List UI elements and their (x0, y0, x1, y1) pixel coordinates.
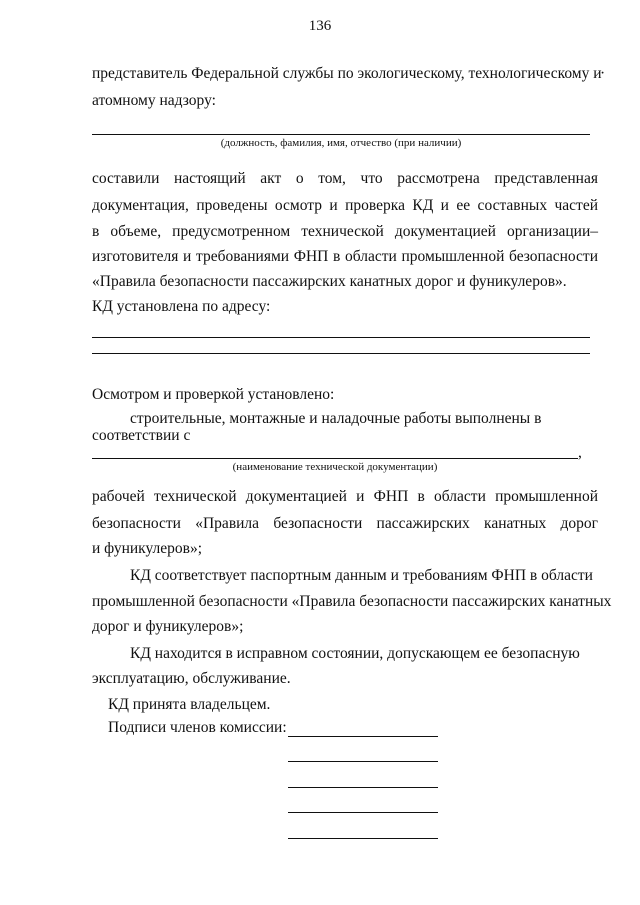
address-label: КД установлена по адресу: (92, 298, 271, 315)
passport-line-2: промышленной безопасности «Правила безопасности пассажирских канатных (92, 593, 612, 610)
address-blank-line-2 (92, 353, 590, 354)
inspection-heading: Осмотром и проверкой установлено: (92, 386, 335, 403)
signatures-label: Подписи членов комиссии: (108, 719, 287, 736)
passport-line-3: дорог и фуникулеров»; (92, 618, 244, 635)
tech-doc-comma: , (578, 444, 582, 461)
tech-doc-caption: (наименование технической документации) (232, 461, 438, 473)
address-blank-line-1 (92, 337, 590, 338)
act-line-5: «Правила безопасности пассажирских канатных дорог и фуникулеров». (92, 273, 567, 290)
act-line-2: документация, проведены осмотр и проверка КД и ее составных частей (92, 197, 598, 214)
signature-line-2 (288, 761, 438, 762)
condition-line-1: КД находится в исправном состоянии, допускающем ее безопасную (130, 645, 580, 662)
signature-line-4 (288, 812, 438, 813)
passport-line-1: КД соответствует паспортным данным и требованиям ФНП в области (130, 567, 593, 584)
tech-doc-blank-line (92, 458, 578, 459)
act-line-4: изготовителя и требованиями ФНП в области промышленной безопасности (92, 248, 598, 265)
signature-line-1 (288, 736, 438, 737)
fio-caption: (должность, фамилия, имя, отчество (при наличии) (220, 137, 462, 149)
act-line-3: в объеме, предусмотренном технической документацией организации– (92, 223, 598, 240)
fio-blank-line (92, 134, 590, 135)
intro-line-1: представитель Федеральной службы по экологическому, технологическому и (92, 65, 602, 82)
page-number: 136 (308, 18, 332, 34)
signature-line-5 (288, 838, 438, 839)
signature-line-3 (288, 787, 438, 788)
condition-line-2: эксплуатацию, обслуживание. (92, 670, 291, 687)
act-line-1: составили настоящий акт о том, что рассмотрена представленная (92, 170, 598, 187)
works-line-2: соответствии с (92, 427, 191, 444)
working-doc-line-1: рабочей технической документацией и ФНП в области промышленной (92, 488, 598, 505)
working-doc-line-2: безопасности «Правила безопасности пассажирских канатных дорог (92, 515, 598, 532)
working-doc-line-3: и фуникулеров»; (92, 540, 203, 557)
intro-line-2: атомному надзору: (92, 92, 216, 109)
works-line-1: строительные, монтажные и наладочные работы выполнены в (130, 410, 542, 427)
accepted-text: КД принята владельцем. (108, 696, 271, 713)
intro-dot: · (600, 65, 606, 82)
